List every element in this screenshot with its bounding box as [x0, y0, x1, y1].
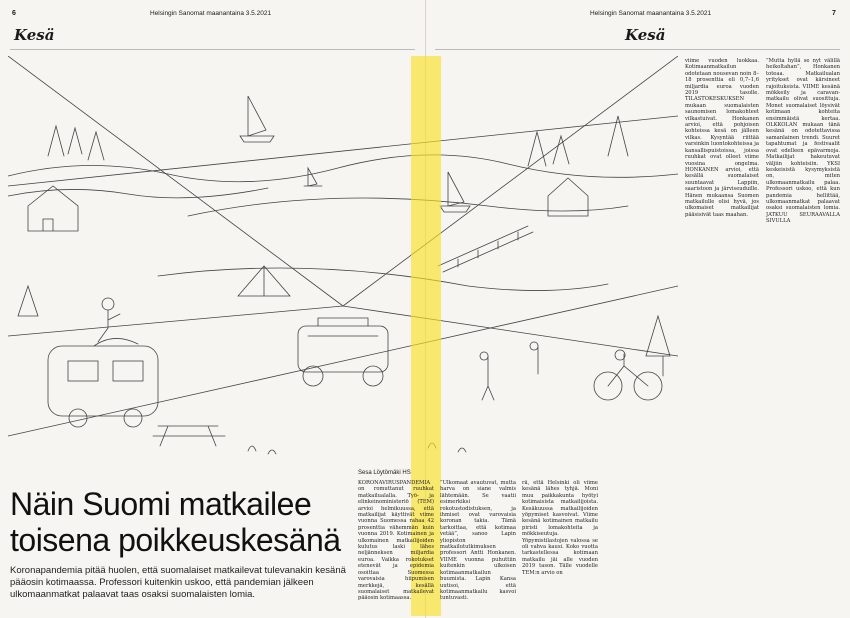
- article-column-5: ”Mutta hyllä se nyt välillä heikoltahan”, Honkanen toteaa. Matkailualan yritykset ovat kärsineet rajoituksista. VIIME kesänä mökkeily ja caravan-matkailu olivat suosittuja. Monet suomalaiset löysivät kotimaan kohteita ensimmäistä kertaa. OLKKOLAN mukaan tänä kesänä on odotettavissa samanlainen trendi. Suuret tapahtumat ja festivaalit ovat edelleen epävarmoja. Matkailijat hakeutuvat väljiin kohteisiin. YKSI keskeisistä kysymyksistä on, miten ulkomaanmatkailu palaa. Professori uskoo, että kun pandemia hellittää, ulkomaanmatkat palaavat osaksi suomalaisten lomia. JATKUU SEURAAVALLA SIVULLA: [766, 58, 840, 225]
- page-number-left: 6: [12, 10, 16, 17]
- page-header-right: Helsingin Sanomat maanantaina 3.5.2021: [590, 10, 712, 17]
- headline-line-1: Näin Suomi matkailee: [10, 486, 312, 522]
- headline: [10, 486, 341, 558]
- section-title-right: Kesä: [625, 26, 666, 44]
- article-column-2: ”Ulkomaat avautuvat, mutta harva on siane valmis lähtemään. Se vaatii esimerkiksi rokotustodistuksen, ja ihmiset ovat varovaisia koronan takia. Tämä tarkoittaa, että kotimaa vetää”, sanoo Lapin yliopiston matkailututkimuksen professori Antti Honkanen. VIIME vuonna puhuttiin kuitenkin ulkoisen kotimaanmatkailun buumista. Lapin Kansa uutisoi, että kotimaanmatkailu kasvoi tuntuvasti.: [440, 480, 516, 602]
- summer-travel-illustration: [8, 56, 678, 460]
- article-column-3: rä, että Helsinki oli viime kesänä lähes tyhjä. Moni muu paikkakunta hyötyi kotimaisista matkailijoista. Kesäkuussa matkailijoiden yöpymiset kasvoivat. Viime kesänä kotimainen matkailu piristi lomakohteita ja mökkiseutuja. Yöpymistilastojen valossa se oli vahva kausi. Koko vuotta tarkastellessa kotimaan matkailu jäi alle vuoden 2019 tason. Tälle vuodelle TEM:n arvio on: [522, 480, 598, 576]
- header-rule-right: [435, 49, 840, 50]
- article-column-4: viime vuoden luokkaa. Kotimaanmatkailun odotetaan nousevan noin 8–18 prosenttia eli 0,7–1,6 miljardia euroa vuoden 2019 tasolle. TILASTOKESKUKSEN mukaan suomalaisten saunomisen lomakohteet vilkastuivat. Honkanen arvioi, että pohjoisen kohteissa kesä on jälleen vilkas. Kysyntää riittää varsinkin luontokohteissa ja kansallispuistoissa, joissa ruuhkat ovat olleet viime vuosina ongelma. HONKANEN arvioi, että kesällä suomalaiset suuntaavat Lappiin, saaristoon ja järviseuduille. Hänen mukaansa Suomen matkailulle olisi hyvä, jos ulkomaiset matkailijat pääsisivät taas maahan.: [685, 58, 759, 218]
- byline: Sesa Löytömäki HS: [358, 470, 411, 476]
- article-column-1: KORONAVIRUSPANDEMIA on romuttanut ruuhkat matkailualalla. Työ- ja elinkeinoministeriö (TEM) arvioi helmikuussa, että matkailijat käyttivät viime vuonna Suomessa rahaa 42 prosenttia vähemmän kuin vuonna 2019. Kotimainen ja ulkomainen matkailijoiden kulutus laski lähes neljänneksen miljardia euroa. Vaikka rokotukset etenevät ja epidemia osoittaa Suomessa varovaisia hiipumisen merkkejä, kesällä suomalaiset matkailevat pääosin kotimaassa.: [358, 480, 434, 602]
- page-header-left: Helsingin Sanomat maanantaina 3.5.2021: [150, 10, 272, 17]
- page-number-right: 7: [832, 10, 836, 17]
- section-title-left: Kesä: [14, 26, 55, 44]
- headline-line-2: toisena poikkeuskesänä: [10, 522, 341, 558]
- header-rule-left: [10, 49, 415, 50]
- lead-paragraph: Koronapandemia pitää huolen, että suomalaiset matkailevat tulevanakin kesänä pääosin kotimaassa. Professori kuitenkin uskoo, että pandemian jälkeen ulkomaanmatkat palaavat taas osaksi suomalaisten lomia.: [10, 565, 346, 600]
